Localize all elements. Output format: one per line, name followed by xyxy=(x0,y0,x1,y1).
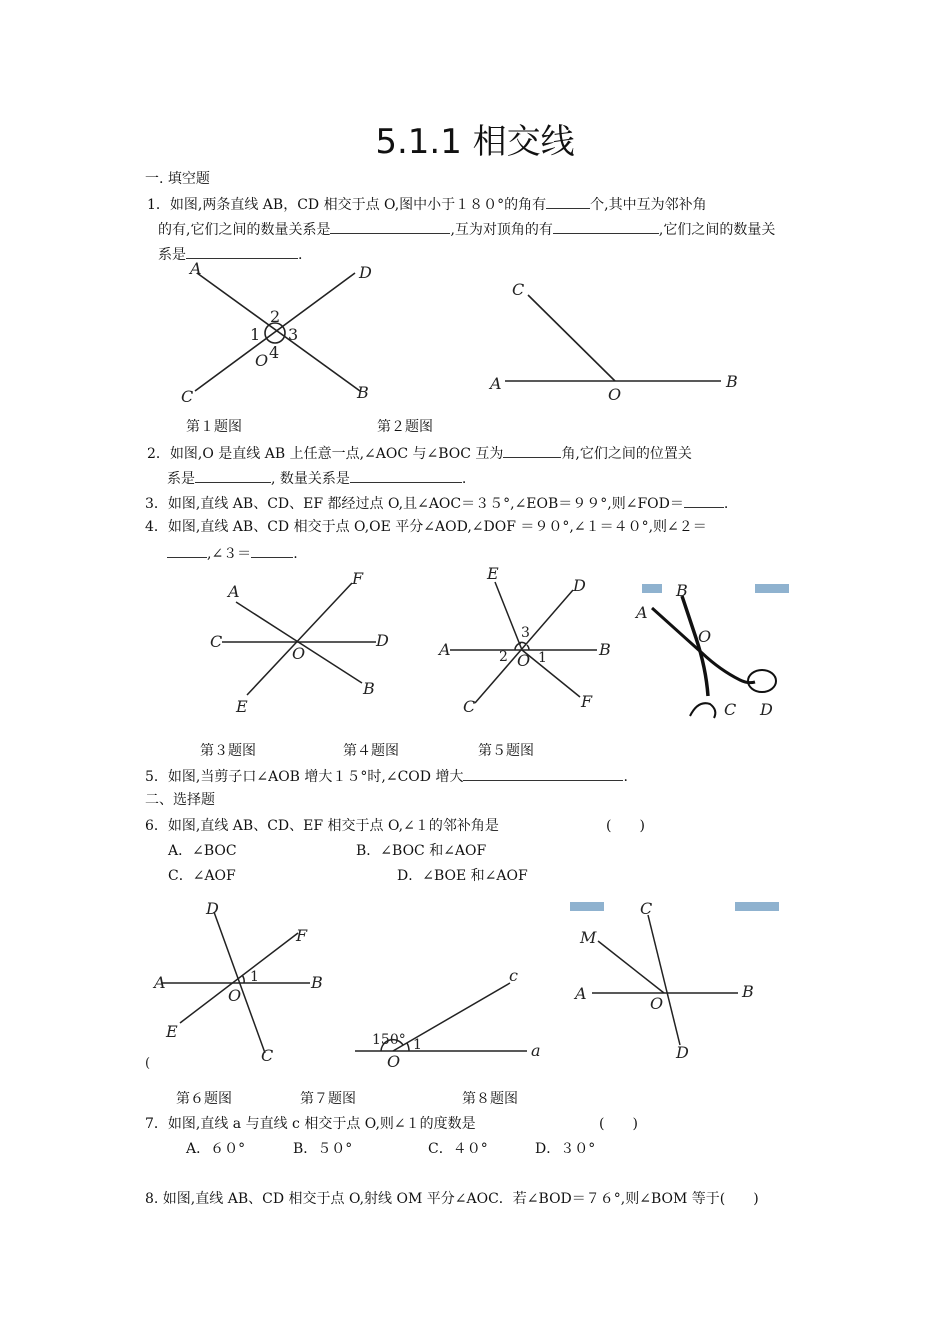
q1-text-2a: 的有,它们之间的数量关系是 xyxy=(158,222,331,238)
fig6-label-o: O xyxy=(228,986,242,1005)
fig4-label-f: F xyxy=(581,692,593,711)
fig5-handle-left xyxy=(690,703,715,718)
q4-line1: 4．如图,直线 AB、CD 相交于点 O,OE 平分∠AOD,∠DOF ＝９０°,∠１＝４０°,则∠２＝ xyxy=(145,519,707,535)
page-title: 5.1.1 相交线 xyxy=(375,122,575,162)
section-fill-in-heading: 一. 填空题 xyxy=(145,171,210,187)
fig7-angle-150: 150° xyxy=(372,1032,406,1048)
figure-5 xyxy=(630,578,790,723)
q3-text-end: . xyxy=(723,496,729,512)
q1-text-2b: ,互为对顶角的有 xyxy=(450,222,553,238)
fig2-label-o: O xyxy=(608,385,622,404)
fig2-label-b: B xyxy=(726,372,738,391)
figure-2 xyxy=(485,275,750,405)
q2-text-2b: , 数量关系是 xyxy=(271,471,350,487)
fig1-angle-4: 4 xyxy=(269,343,280,362)
fig8-label-o: O xyxy=(650,994,664,1013)
q1-blank-vertical-angles[interactable] xyxy=(553,219,659,234)
q7-option-d[interactable]: D．３０° xyxy=(535,1141,596,1157)
fig5-label-d: D xyxy=(760,700,773,719)
q2-line2 xyxy=(167,468,466,488)
q1-line1 xyxy=(147,194,707,214)
q4-blank-angle2[interactable] xyxy=(167,543,207,558)
fig4-ray-of xyxy=(522,650,580,697)
q2-blank-quantity[interactable] xyxy=(350,468,462,483)
fig1-angle-2: 2 xyxy=(270,307,281,326)
q2-text-2a: 系是 xyxy=(167,471,195,487)
fig6-line-fe xyxy=(180,933,298,1023)
q1-text-2c: ,它们之间的数量关 xyxy=(658,222,776,238)
fig6-label-d: D xyxy=(206,899,219,918)
q1-text-3a: 系是 xyxy=(158,247,186,263)
fig6-angle-1: 1 xyxy=(250,969,259,985)
q4-line2 xyxy=(167,543,298,563)
q2-blank-position[interactable] xyxy=(195,468,271,483)
fig8-label-b: B xyxy=(742,982,754,1001)
fig2-label-a: A xyxy=(490,374,502,393)
fig4-angle-3: 3 xyxy=(521,625,530,641)
q2-line1 xyxy=(147,443,692,463)
fig6-label-b: B xyxy=(311,973,323,992)
figure-4 xyxy=(435,565,615,720)
figure-8 xyxy=(570,895,770,1065)
fig5-handle-right xyxy=(748,670,776,692)
q6-answer-paren[interactable]: ( ) xyxy=(606,818,645,834)
figure-6 xyxy=(140,895,335,1070)
fig3-label-e: E xyxy=(236,697,248,716)
section-choice-heading: 二、选择题 xyxy=(145,792,215,808)
fig4-line-cd xyxy=(475,590,573,703)
fig1-line-ab xyxy=(197,273,360,391)
q2-text-2c: . xyxy=(461,471,467,487)
fig4-angle-2: 2 xyxy=(499,649,508,665)
q6-stem: 6．如图,直线 AB、CD、EF 相交于点 O,∠１的邻补角是 xyxy=(145,818,499,834)
fig4-label-e: E xyxy=(487,564,499,583)
figure-7 xyxy=(345,965,550,1070)
q4-text-2a: ,∠３＝ xyxy=(207,546,252,562)
q2-blank-angle-type[interactable] xyxy=(503,443,561,458)
fig8-line-cd xyxy=(648,915,680,1045)
q2-text-1b: 角,它们之间的位置关 xyxy=(561,446,692,462)
q4-text-2b: . xyxy=(293,546,298,562)
q4-blank-angle3[interactable] xyxy=(251,543,293,558)
caption-fig1: 第１题图 xyxy=(186,419,242,435)
fig6-stray-paren: ( xyxy=(145,1056,151,1071)
q3-text: 3．如图,直线 AB、CD、EF 都经过点 O,且∠AOC＝３５°,∠EOB＝９９°,则∠FOD＝ xyxy=(145,496,684,512)
q7-answer-paren[interactable]: ( ) xyxy=(599,1116,638,1132)
q5-text-end: . xyxy=(623,769,628,785)
fig8-ray-om xyxy=(598,941,664,993)
q6-option-b[interactable]: B．∠BOC 和∠AOF xyxy=(356,843,487,859)
q7-option-c[interactable]: C．４０° xyxy=(428,1141,488,1157)
figure-1 xyxy=(175,258,395,408)
q1-blank-count[interactable] xyxy=(546,194,590,209)
q1-text-1b: 个,其中互为邻补角 xyxy=(590,197,707,213)
fig4-label-a: A xyxy=(439,640,451,659)
fig3-label-b: B xyxy=(363,679,375,698)
fig7-label-o: O xyxy=(387,1052,401,1071)
fig8-label-d: D xyxy=(676,1043,689,1062)
fig3-label-d: D xyxy=(376,631,389,650)
fig6-label-a: A xyxy=(154,973,166,992)
fig3-label-a: A xyxy=(228,582,240,601)
caption-fig8: 第８题图 xyxy=(462,1091,518,1107)
q1-text-1a: 1．如图,两条直线 AB，CD 相交于点 O,图中小于１８０°的角有 xyxy=(147,197,547,213)
q1-line2 xyxy=(158,219,775,239)
fig7-line-c xyxy=(393,983,510,1051)
caption-fig7: 第７题图 xyxy=(300,1091,356,1107)
fig8-label-c: C xyxy=(640,899,653,918)
q7-option-b[interactable]: B．５０° xyxy=(293,1141,353,1157)
fig1-line-cd xyxy=(195,273,355,391)
fig1-label-d: D xyxy=(359,263,372,282)
caption-fig5: 第５题图 xyxy=(478,743,534,759)
q5-text: 5．如图,当剪子口∠AOB 增大１５°时,∠COD 增大 xyxy=(145,769,464,785)
fig4-label-d: D xyxy=(573,576,586,595)
q6-option-d[interactable]: D．∠BOE 和∠AOF xyxy=(397,868,528,884)
fig6-arc-1 xyxy=(242,975,244,983)
q1-blank-vertical-relation[interactable] xyxy=(186,244,298,259)
fig1-angle-3: 3 xyxy=(288,325,299,344)
q7-option-a[interactable]: A．６０° xyxy=(186,1141,246,1157)
fig7-label-a: a xyxy=(531,1041,541,1060)
q5-blank-cod[interactable] xyxy=(463,766,623,781)
fig3-label-f: F xyxy=(352,569,364,588)
fig5-label-o: O xyxy=(698,627,712,646)
fig1-angle-1: 1 xyxy=(250,325,261,344)
fig7-angle-1: 1 xyxy=(413,1037,422,1053)
caption-fig2: 第２题图 xyxy=(377,419,433,435)
fig4-label-c: C xyxy=(463,697,476,716)
fig1-label-b: B xyxy=(357,383,369,402)
q3-blank-fod[interactable] xyxy=(684,493,724,508)
fig4-label-b: B xyxy=(599,640,611,659)
fig7-label-c: c xyxy=(509,966,518,985)
fig5-label-c: C xyxy=(724,700,737,719)
q6-option-c[interactable]: C．∠AOF xyxy=(168,868,236,884)
figure-3 xyxy=(200,570,400,720)
q8-stem: 8. 如图,直线 AB、CD 相交于点 O,射线 OM 平分∠AOC．若∠BOD＝７６°,则∠BOM 等于( ) xyxy=(145,1191,759,1207)
fig3-line-ef xyxy=(247,583,352,695)
fig5-label-a: A xyxy=(636,603,648,622)
fig1-label-c: C xyxy=(181,387,194,406)
fig8-label-a: A xyxy=(575,984,587,1003)
fig4-ray-oe xyxy=(495,582,522,650)
fig3-label-c: C xyxy=(210,632,223,651)
q3-line xyxy=(145,493,728,513)
q2-text-1a: 2．如图,O 是直线 AB 上任意一点,∠AOC 与∠BOC 互为 xyxy=(147,446,504,462)
fig6-label-e: E xyxy=(166,1022,178,1041)
q5-line xyxy=(145,766,628,786)
fig5-label-b: B xyxy=(676,581,688,600)
fig6-label-f: F xyxy=(296,926,308,945)
caption-fig6: 第６题图 xyxy=(176,1091,232,1107)
fig4-label-o: O xyxy=(517,651,531,670)
caption-fig3: 第３题图 xyxy=(200,743,256,759)
fig6-label-c: C xyxy=(261,1046,274,1065)
q1-blank-adjacent-relation[interactable] xyxy=(330,219,450,234)
fig4-angle-1: 1 xyxy=(538,650,547,666)
fig1-label-o: O xyxy=(255,351,269,370)
fig7-arc-1 xyxy=(407,1043,409,1051)
fig1-label-a: A xyxy=(190,259,202,278)
fig1-angle-arc xyxy=(265,323,285,343)
fig2-ray-oc xyxy=(528,295,615,381)
q6-option-a[interactable]: A．∠BOC xyxy=(168,843,237,859)
q7-stem: 7．如图,直线 a 与直线 c 相交于点 O,则∠１的度数是 xyxy=(145,1116,476,1132)
caption-fig4: 第４题图 xyxy=(343,743,399,759)
fig2-label-c: C xyxy=(512,280,525,299)
fig3-label-o: O xyxy=(292,644,306,663)
fig8-label-m: M xyxy=(580,928,597,947)
q1-text-3b: . xyxy=(298,247,303,263)
